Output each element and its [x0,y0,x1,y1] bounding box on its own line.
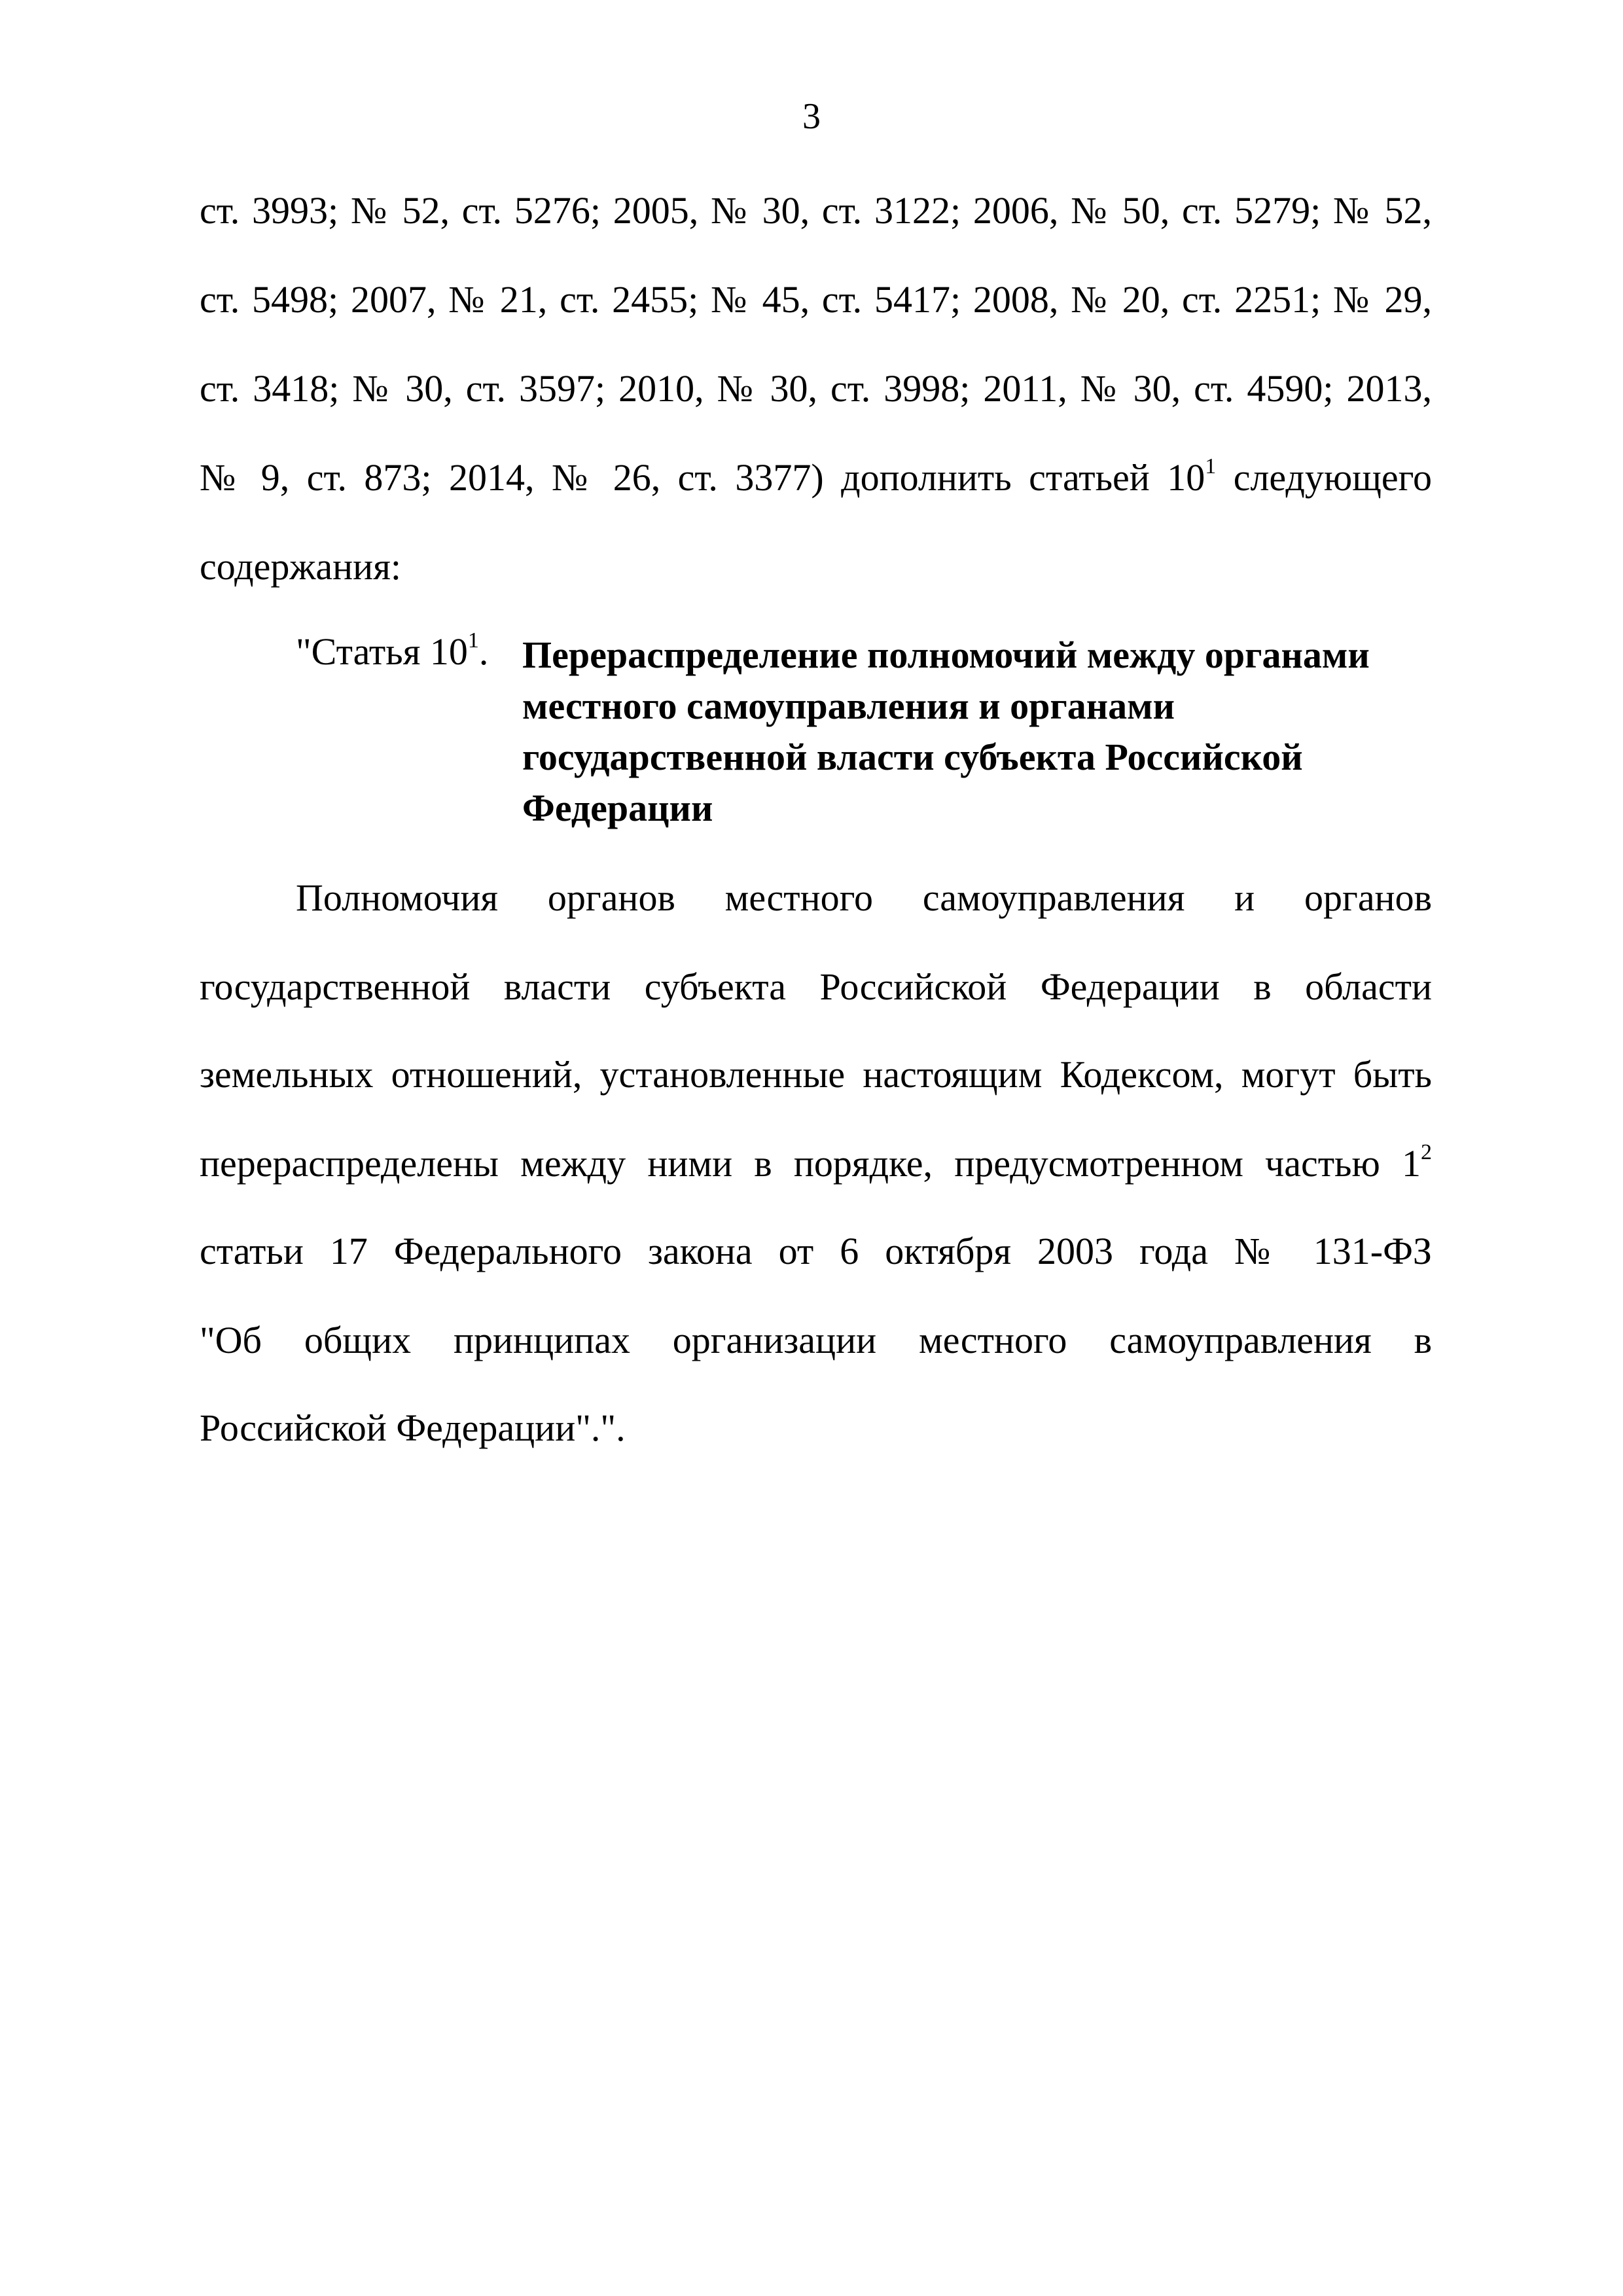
body-line-5: статьи 17 Федерального закона от 6 октября 2003 года № 131-ФЗ [200,1230,1432,1272]
article-title-line-4: Федерации [522,787,713,829]
intro-line-4-text: № 9, ст. 873; 2014, № 26, ст. 3377) дополнить статьей 10 [200,456,1205,499]
article-label [296,628,488,675]
body-line-4 [200,1140,1432,1187]
article-label-prefix: "Статья 10 [296,630,468,673]
intro-line-3: ст. 3418; № 30, ст. 3597; 2010, № 30, ст. 3998; 2011, № 30, ст. 4590; 2013, [200,367,1432,410]
body-line-4-superscript: 2 [1421,1140,1432,1164]
intro-line-4 [200,454,1432,501]
body-line-4-text: перераспределены между ними в порядке, предусмотренном частью 1 [200,1142,1421,1185]
intro-line-4-tail: следующего [1216,456,1432,499]
article-label-suffix: . [478,630,489,673]
article-title-line-2: местного самоуправления и органами [522,685,1175,727]
article-title-line-1: Перераспределение полномочий между органами [522,634,1370,676]
page-number: 3 [802,96,821,137]
intro-line-1: ст. 3993; № 52, ст. 5276; 2005, № 30, ст. 3122; 2006, № 50, ст. 5279; № 52, [200,189,1432,232]
body-line-1: Полномочия органов местного самоуправления и органов [296,876,1432,919]
intro-line-4-superscript: 1 [1205,454,1217,478]
body-line-6: "Об общих принципах организации местного самоуправления в [200,1319,1432,1361]
body-line-2: государственной власти субъекта Российской Федерации в области [200,965,1432,1008]
body-line-7: Российской Федерации".". [200,1407,626,1449]
article-label-superscript: 1 [467,628,479,653]
body-line-3: земельных отношений, установленные настоящим Кодексом, могут быть [200,1053,1432,1096]
intro-line-2: ст. 5498; 2007, № 21, ст. 2455; № 45, ст. 5417; 2008, № 20, ст. 2251; № 29, [200,278,1432,321]
intro-line-5: содержания: [200,545,402,588]
article-title-line-3: государственной власти субъекта Российской [522,736,1303,778]
